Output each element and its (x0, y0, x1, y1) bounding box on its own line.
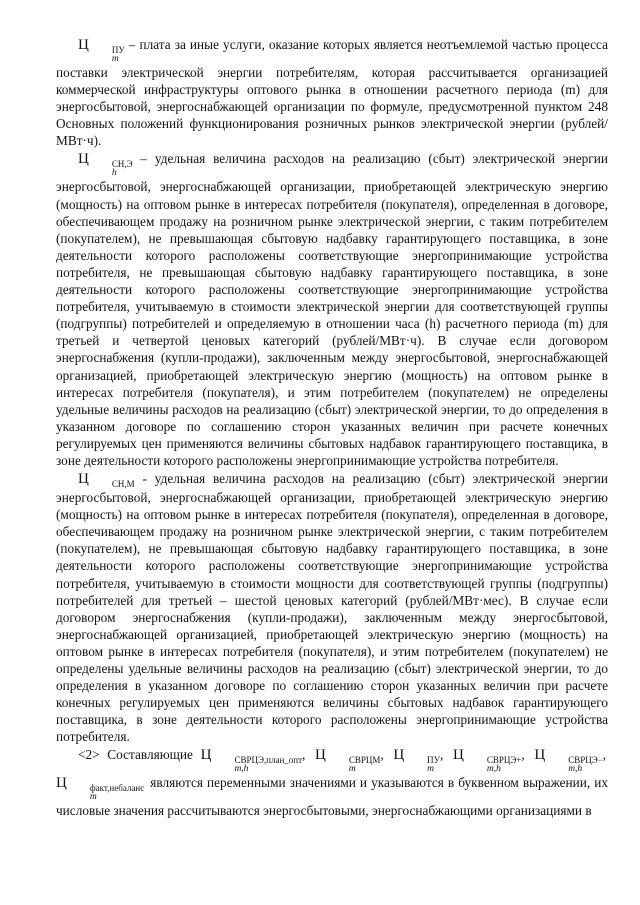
footnote-lead: <2> Составляющие (78, 747, 193, 763)
formula-symbol: Ц СВРЦЭ+ m,h , (453, 747, 525, 775)
formula-symbol: Ц СН,Э h (78, 151, 133, 179)
footnote-paragraph (56, 746, 608, 819)
paragraph-text: – удельная величина расходов на реализацию (сбыт) электрической энергии энергосбытовой, энергоснабжающей организации, приобретающей электрическую энергию (мощность) на оптовом рынке в интересах потребителя (покупателя), определенная в договоре, обеспечивающем продажу на розничном рынке электрической энергии, с таким потребителем (покупателем), не превышающая сбытовую надбавку гарантирующего поставщика, в зоне деятельности которого расположены соответствующие энергопринимающие устройства потребителя, не превышающая сбытовую надбавку гарантирующего поставщика, в зоне деятельности которого расположены соответствующие энергопринимающие устройства потребителя, учитываемую в стоимости электрической энергии для соответствующей группы (подгруппы) потребителей и определяемую в отношении часа (h) расчетного периода (m) для третьей и четвертой ценовых категорий (рублей/МВт·ч). В случае если договором энергоснабжения (купли-продажи), заключенным между энергосбытовой, энергоснабжающей организацией, приобретающей электрическую энергию (мощность) на оптовом рынке в интересах потребителя (покупателя), и этим потребителем (покупателем) не определены удельные величины расходов на реализацию (сбыт) электрической энергии, то до определения в указанном договоре по соглашению сторон указанных величин при расчете конечных регулируемых цен применяются величины сбытовых надбавок гарантирующего поставщика, в зоне деятельности которого расположены энергопринимающие устройства потребителя. (56, 151, 608, 468)
formula-symbol: Ц СВРЦЭ,план_опт m,h , (200, 747, 306, 775)
formula-symbol: Ц ПУ m , (393, 747, 444, 775)
paragraph-text: - удельная величина расходов на реализацию (сбыт) электрической энергии энергосбытовой, энергоснабжающей организации, приобретающей электрическую энергию (мощность) на оптовом рынке в интересах потребителя (покупателя), определенная в договоре, обеспечивающем продажу на розничном рынке электрической энергии, с таким потребителем (покупателем), не превышающая сбытовую надбавку гарантирующего поставщика, в зоне деятельности которого расположены соответствующие энергопринимающие устройства потребителя, учитываемую в стоимости мощности для соответствующей группы (подгруппы) потребителей для третьей – шестой ценовых категорий (рублей/МВт·мес). В случае если договором энергоснабжения (купли-продажи), заключенным между энергосбытовой, энергоснабжающей организацией, приобретающей электрическую энергию (мощность) на оптовом рынке в интересах потребителя (покупателя), и этим потребителем (покупателем) не определены удельные величины расходов на реализацию (сбыт) электрической энергии, то до определения в указанном договоре по соглашению сторон указанных величин при расчете конечных регулируемых цен применяются величины сбытовых надбавок гарантирующего поставщика, в зоне деятельности которого расположены энергопринимающие устройства потребителя. (56, 471, 608, 745)
formula-symbol: Ц СВРЦЭ− m,h , (534, 747, 607, 775)
formula-symbol: Ц ПУ m (78, 37, 125, 64)
paragraph-text: – плата за иные услуги, оказание которых является неотъемлемой частью процесса поставки электрической энергии потребителям, которая рассчитывается организацией коммерческой инфраструктуры оптового рынка в отношении расчетного периода (m) для энергосбытовой, энергоснабжающей организации по формуле, предусмотренной пунктом 248 Основных положений функционирования розничных рынков электрической энергии (рублей/МВт·ч). (56, 37, 608, 149)
formula-symbol: Ц СН,М (78, 471, 135, 490)
footnote-text: являются переменными значениями и указываются в буквенном выражении, их числовые значения рассчитываются энергосбытовыми, энергоснабжающими организациями в (56, 775, 608, 819)
definition-paragraph-sn-m (56, 470, 608, 745)
formula-symbol: Ц СВРЦМ m , (314, 747, 384, 775)
definition-paragraph-pu (56, 36, 608, 149)
formula-symbol: Ц факт,небаланс m (56, 775, 145, 803)
definition-paragraph-sn-e (56, 150, 608, 469)
